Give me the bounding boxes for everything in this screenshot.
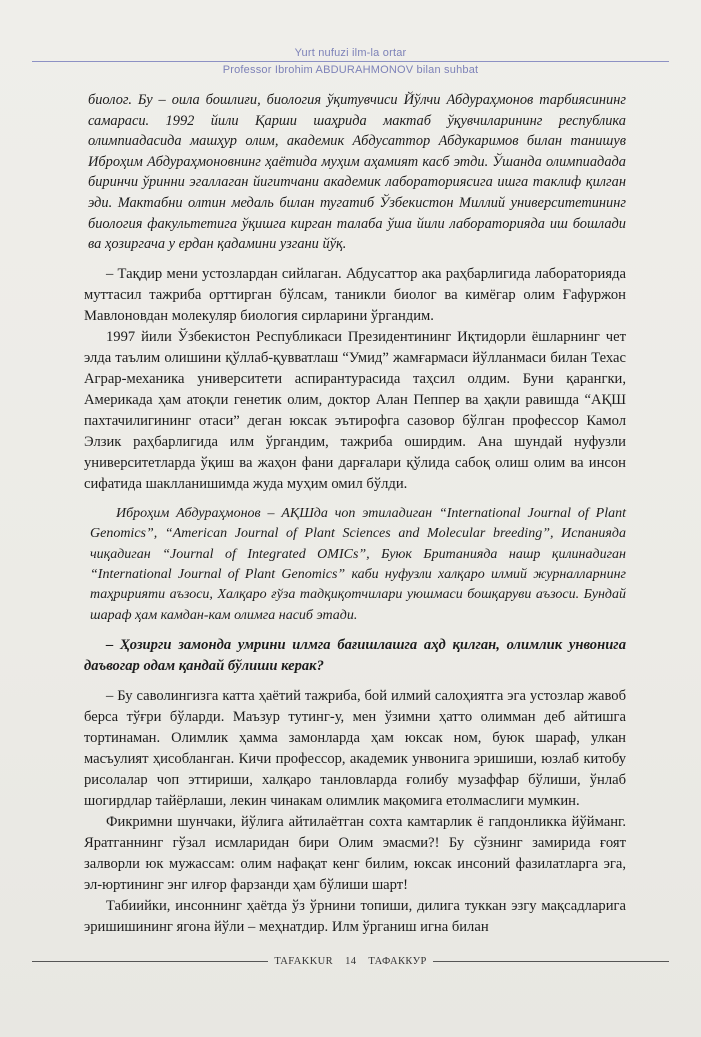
interview-question: – Ҳозирги замонда умрини илмга бағишлашга аҳд қилган, олимлик унвонига даъвогар одам қандай бўлиши керак? (84, 637, 626, 675)
body-paragraph: – Тақдир мени устозлардан сийлаган. Абдусаттор ака раҳбарлигида лабораторияда муттасил тажриба орттирган бўлсам, таникли биолог ва кимёгар олим Ғафуржон Мавлоновдан молекуляр биология сирларини ўргандим. (84, 265, 626, 324)
answer-paragraph: Табиийки, инсоннинг ҳаётда ўз ўрнини топиши, дилига туккан эзгу мақсадларига эришишининг ягона йўли – меҳнатдир. Илм ўрганиш игна билан (84, 898, 626, 936)
footer-rule-left (32, 961, 268, 962)
running-header (32, 46, 669, 77)
footer-magazine-name-latin: TAFAKKUR (274, 956, 334, 967)
footer-magazine-name-cyrillic: ТАФАККУР (368, 956, 427, 967)
page-number: 14 (345, 956, 357, 967)
header-article-subtitle: Professor Ibrohim ABDURAHMONOV bilan suhbat (222, 64, 479, 76)
running-footer (32, 956, 669, 967)
intro-italic-paragraph: биолог. Бу – оила бошлиғи, биология ўқитувчиси Йўлчи Абдураҳмонов тарбиясининг самараси. 1992 йили Қарши шаҳрида мактаб ўқувчиларининг республика олимпиадасида машҳур олим, академик Абдусаттор Абдукаримов билан танишув Иброҳим Абдураҳмоновнинг ҳаётида муҳим аҳамият касб этди. Ўшанда олимпиадада биринчи ўринни эгаллаган йигитчани академик лабораториясига ишга таклиф қилган эди. Мактабни олтин медаль билан тугатиб Ўзбекистон Миллий университетининг биология факультетига ўқишга кирган талаба ўша йили лабораторияда иш бошлади ва ҳозиргача у ердан қадамини узгани йўқ. (88, 92, 626, 253)
footer-rule-right (433, 961, 669, 962)
article-body (84, 90, 626, 938)
inset-italic-note: Иброҳим Абдураҳмонов – АҚШда чоп этиладиган “International Journal of Plant Genomics”, “American Journal of Plant Sciences and Molecular breeding”, Испанияда чиқадиган “Journal of Integrated OMICs”, Буюк Британияда нашр қилинадиган “International Journal of Plant Genomics” каби нуфузли халқаро илмий журналларнинг таҳририяти аъзоси, Халқаро ғўза тадқиқотчилари уюшмаси бошқаруви аъзоси. Бундай шараф ҳам камдан-кам олимга насиб этади. (90, 505, 626, 623)
body-paragraph: 1997 йили Ўзбекистон Республикаси Президентининг Иқтидорли ёшларнинг чет элда таълим олишини қўллаб-қувватлаш “Умид” жамғармаси йўлланмаси билан Техас Аграр-механика университети аспирантурасида таҳсил олдим. Буни қарангки, Америкада ҳам атоқли генетик олим, доктор Алан Пеппер ва ҳақли равишда “АҚШ пахтачилигининг отаси” деган юксак эътирофга сазовор бўлган профессор Камол Элзик раҳбарлигида илм ўргандим, тажриба оширдим. Ана шундай нуфузли университетларда ўқиш ва жаҳон фани дарғалари қўлида сабоқ олиш олим ва инсон сифатида шаклланишимда жуда муҳим омил бўлди. (84, 328, 626, 492)
answer-paragraph: – Бу саволингизга катта ҳаётий тажриба, бой илмий салоҳиятга эга устозлар жавоб берса тўғри бўларди. Маъзур тутинг-у, мен ўзимни ҳатто олимман деб айтишга тортинаман. Олимлик ҳамма замонларда ҳам юксак ном, буюк шараф, улкан масъулият ҳисобланган. Кичи профессор, академик унвонига эришиши, юзлаб китобу рисолалар чоп эттириши, халқаро танловларда ғолибу музаффар бўлиши, ўнлаб шогирдлар тайёрлаши, лекин чинакам олимлик мақомига етолмаслиги мумкин. (84, 688, 626, 810)
header-section-title: Yurt nufuzi ilm-la ortar (294, 47, 407, 59)
header-divider (32, 61, 669, 62)
answer-paragraph: Фикримни шунчаки, йўлига айтилаётган сохта камтарлик ё гапдонликка йўйманг. Яратганнинг гўзал исмларидан бири Олим эмасми?! Бу сўзнинг замирида ғоят залворли юк мужассам: олим нафақат кенг билим, юксак инсоний фазилатларга эга, эл-юртининг энг илғор фарзанди ҳам бўлиши шарт! (84, 814, 626, 894)
